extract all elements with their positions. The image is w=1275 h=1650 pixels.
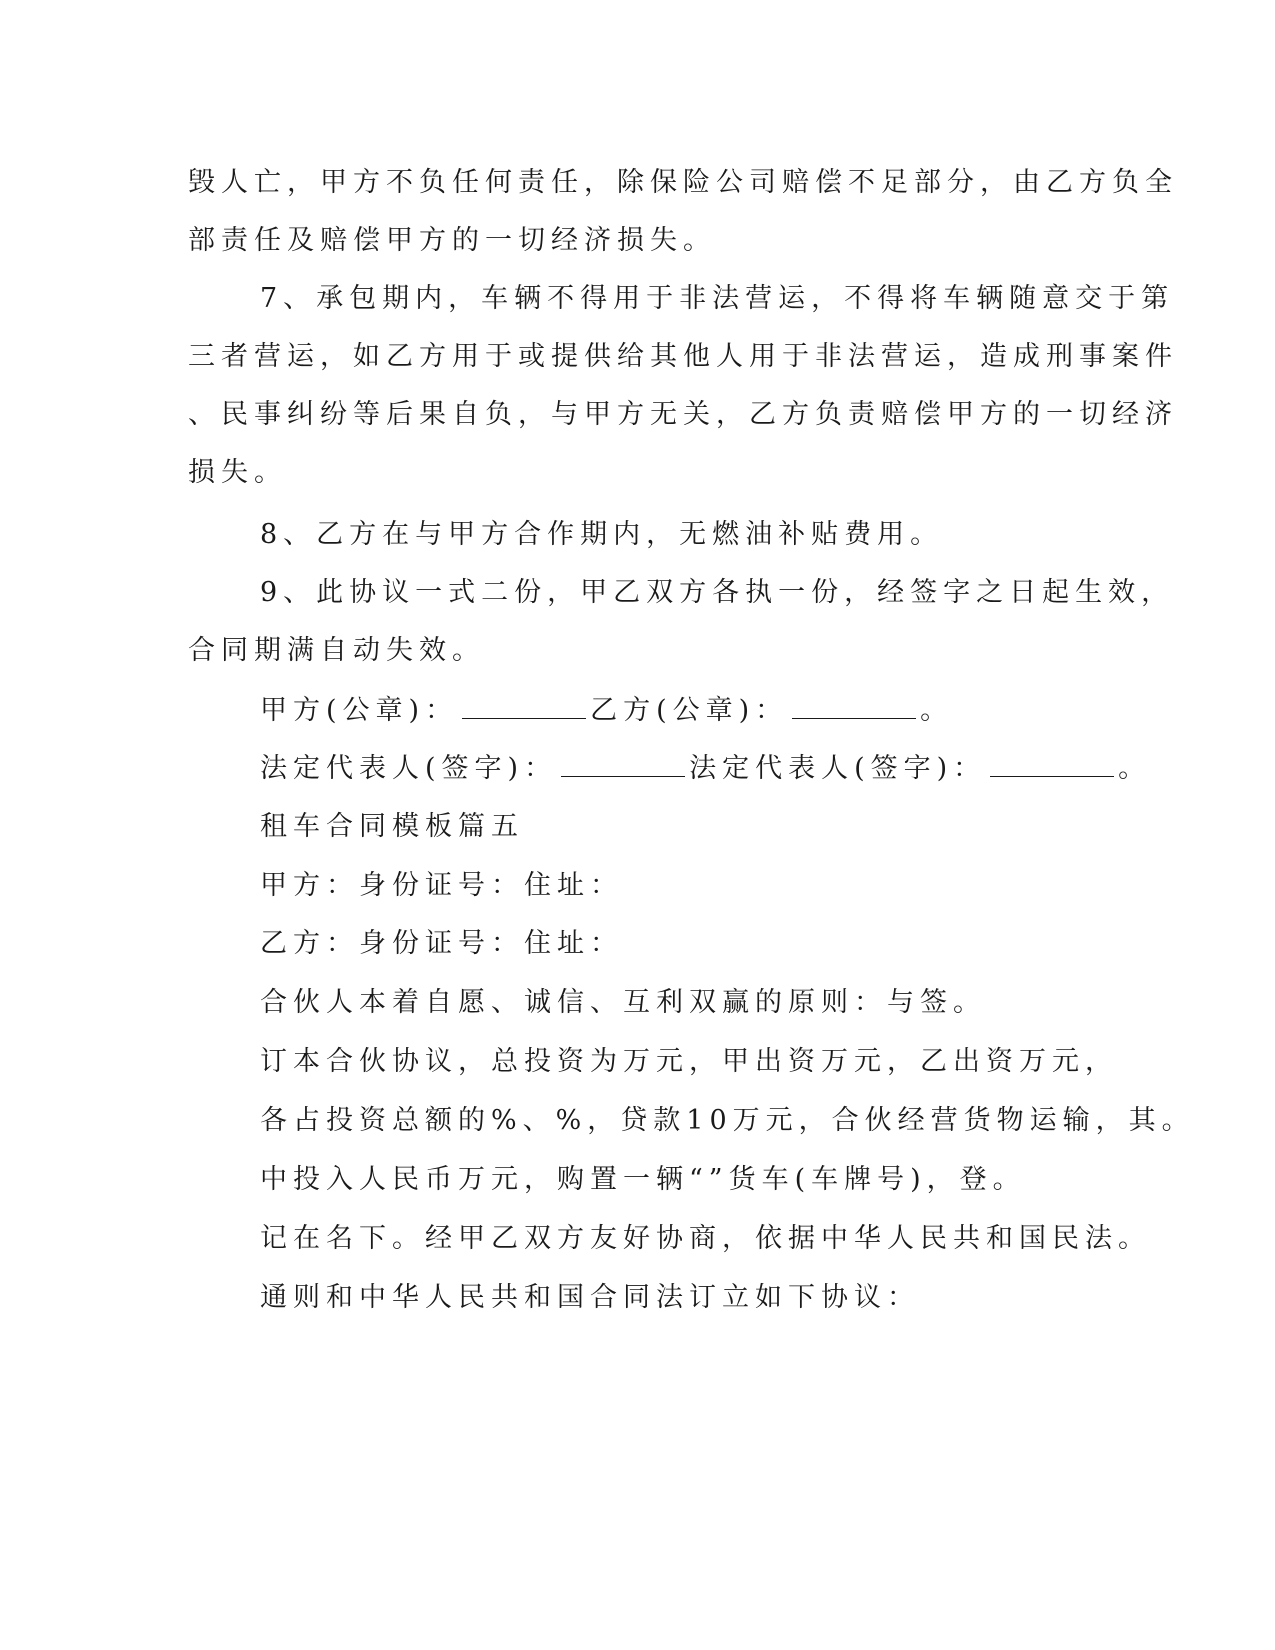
paragraph-line: 记在名下。经甲乙双方友好协商，依据中华人民共和国民法。: [260, 1223, 1151, 1254]
party-a-seal-blank[interactable]: [462, 696, 586, 719]
paragraph-line: 通则和中华人民共和国合同法订立如下协议：: [260, 1282, 920, 1313]
clause-8-line: 8、乙方在与甲方合作期内，无燃油补贴费用。: [260, 519, 944, 550]
paragraph-line: 中投入人民币万元，购置一辆“”货车(车牌号)，登。: [260, 1164, 1026, 1195]
party-b-info: 乙方：身份证号：住址：: [260, 928, 623, 959]
section-title: 租车合同模板篇五: [260, 811, 524, 842]
paragraph-line: 合伙人本着自愿、诚信、互利双赢的原则：与签。: [260, 987, 986, 1018]
row-end-mark: 。: [920, 695, 954, 726]
paragraph-line: 各占投资总额的%、%，贷款10万元，合伙经营货物运输，其。: [260, 1105, 1195, 1136]
rep-a-sign-label: 法定代表人(签字)：: [260, 753, 558, 784]
paragraph-line: 、民事纠纷等后果自负，与甲方无关，乙方负责赔偿甲方的一切经济: [188, 399, 1178, 430]
signature-rep-row: [260, 752, 1151, 786]
row-end-mark: 。: [1118, 753, 1152, 784]
party-a-info: 甲方：身份证号：住址：: [260, 870, 623, 901]
signature-seal-row: [260, 694, 953, 728]
rep-b-sign-label: 法定代表人(签字)：: [689, 753, 987, 784]
paragraph-line: 三者营运，如乙方用于或提供给其他人用于非法营运，造成刑事案件: [188, 341, 1178, 372]
rep-a-sign-blank[interactable]: [561, 754, 685, 777]
paragraph-line: 毁人亡，甲方不负任何责任，除保险公司赔偿不足部分，由乙方负全: [188, 167, 1178, 198]
clause-7-line: 7、承包期内，车辆不得用于非法营运，不得将车辆随意交于第: [260, 283, 1175, 314]
party-b-seal-label: 乙方(公章)：: [590, 695, 789, 726]
paragraph-line: 订本合伙协议，总投资为万元，甲出资万元，乙出资万元，: [260, 1046, 1118, 1077]
paragraph-line: 合同期满自动失效。: [188, 635, 485, 666]
party-a-seal-label: 甲方(公章)：: [260, 695, 459, 726]
paragraph-line: 损失。: [188, 457, 287, 488]
paragraph-line: 部责任及赔偿甲方的一切经济损失。: [188, 225, 716, 256]
clause-9-line: 9、此协议一式二份，甲乙双方各执一份，经签字之日起生效，: [260, 577, 1175, 608]
rep-b-sign-blank[interactable]: [990, 754, 1114, 777]
party-b-seal-blank[interactable]: [792, 696, 916, 719]
